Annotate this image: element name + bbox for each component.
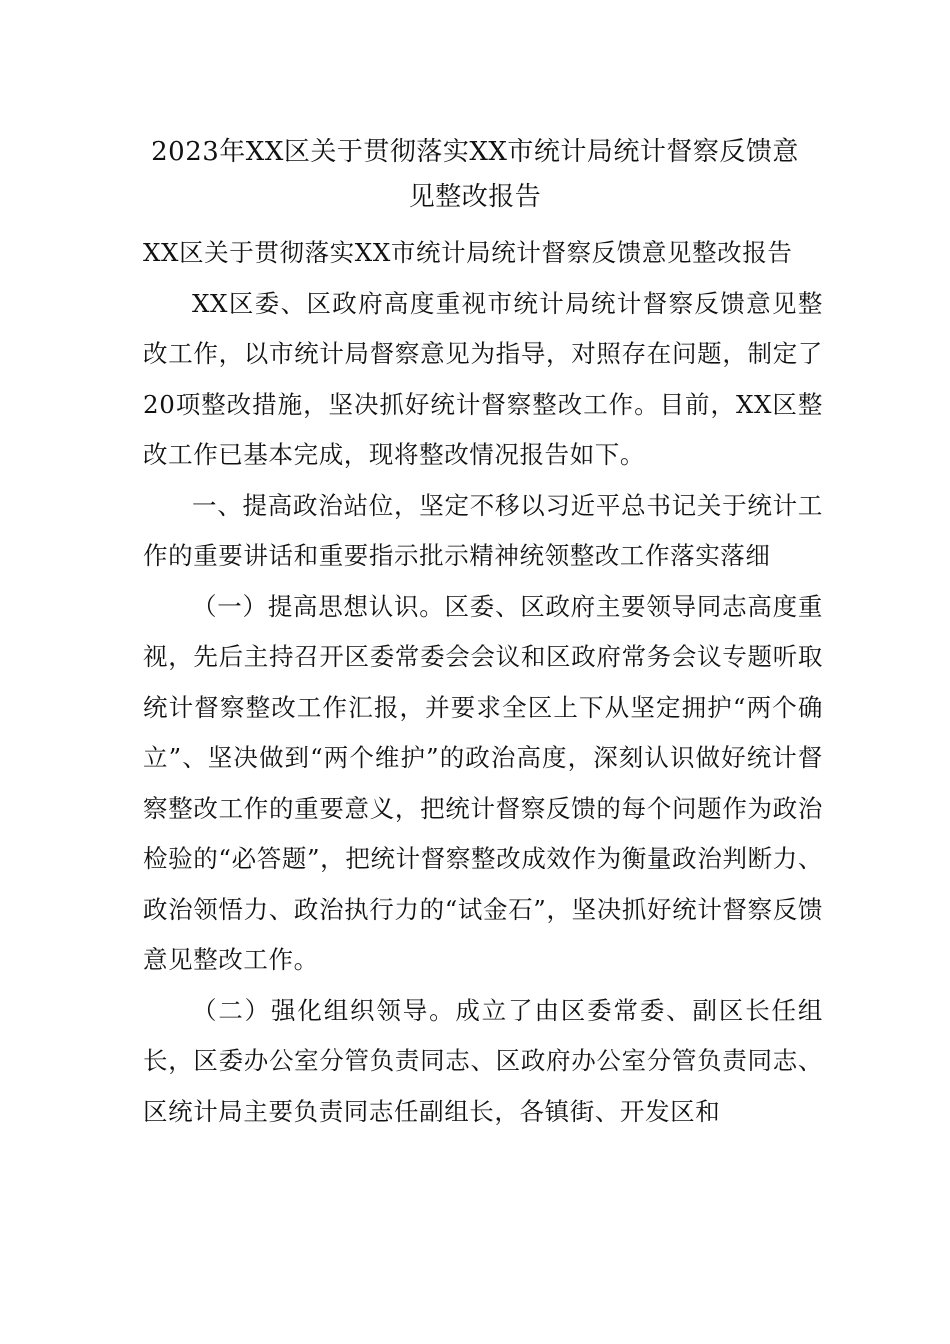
paragraph-section-1-1: （一）提高思想认识。区委、区政府主要领导同志高度重视，先后主持召开区委常委会会议和区政府常务会议专题听取统计督察整改工作汇报，并要求全区上下从坚定拥护“两个确立”、坚决做到“两个维护”的政治高度，深刻认识做好统计督察整改工作的重要意义，把统计督察反馈的每个问题作为政治检验的“必答题”，把统计督察整改成效作为衡量政治判断力、政治领悟力、政治执行力的“试金石”，坚决抓好统计督察反馈意见整改工作。 <box>143 591 823 974</box>
document-title <box>140 130 810 220</box>
paragraph-section-1-2: （二）强化组织领导。成立了由区委常委、副区长任组长，区委办公室分管负责同志、区政府办公室分管负责同志、区统计局主要负责同志任副组长，各镇街、开发区和 <box>143 995 823 1126</box>
title-line-2: 见整改报告 <box>408 182 542 212</box>
document-subtitle: XX区关于贯彻落实XX市统计局统计督察反馈意见整改报告 <box>143 238 793 267</box>
paragraph-intro: XX区委、区政府高度重视市统计局统计督察反馈意见整改工作，以市统计局督察意见为指导，对照存在问题，制定了20项整改措施，坚决抓好统计督察整改工作。目前，XX区整改工作已基本完成，现将整改情况报告如下。 <box>143 288 823 469</box>
section-heading-1: 一、提高政治站位，坚定不移以习近平总书记关于统计工作的重要讲话和重要指示批示精神统领整改工作落实落细 <box>143 490 823 570</box>
document-body <box>143 228 823 1137</box>
title-line-1: 2023年XX区关于贯彻落实XX市统计局统计督察反馈意 <box>151 137 799 167</box>
